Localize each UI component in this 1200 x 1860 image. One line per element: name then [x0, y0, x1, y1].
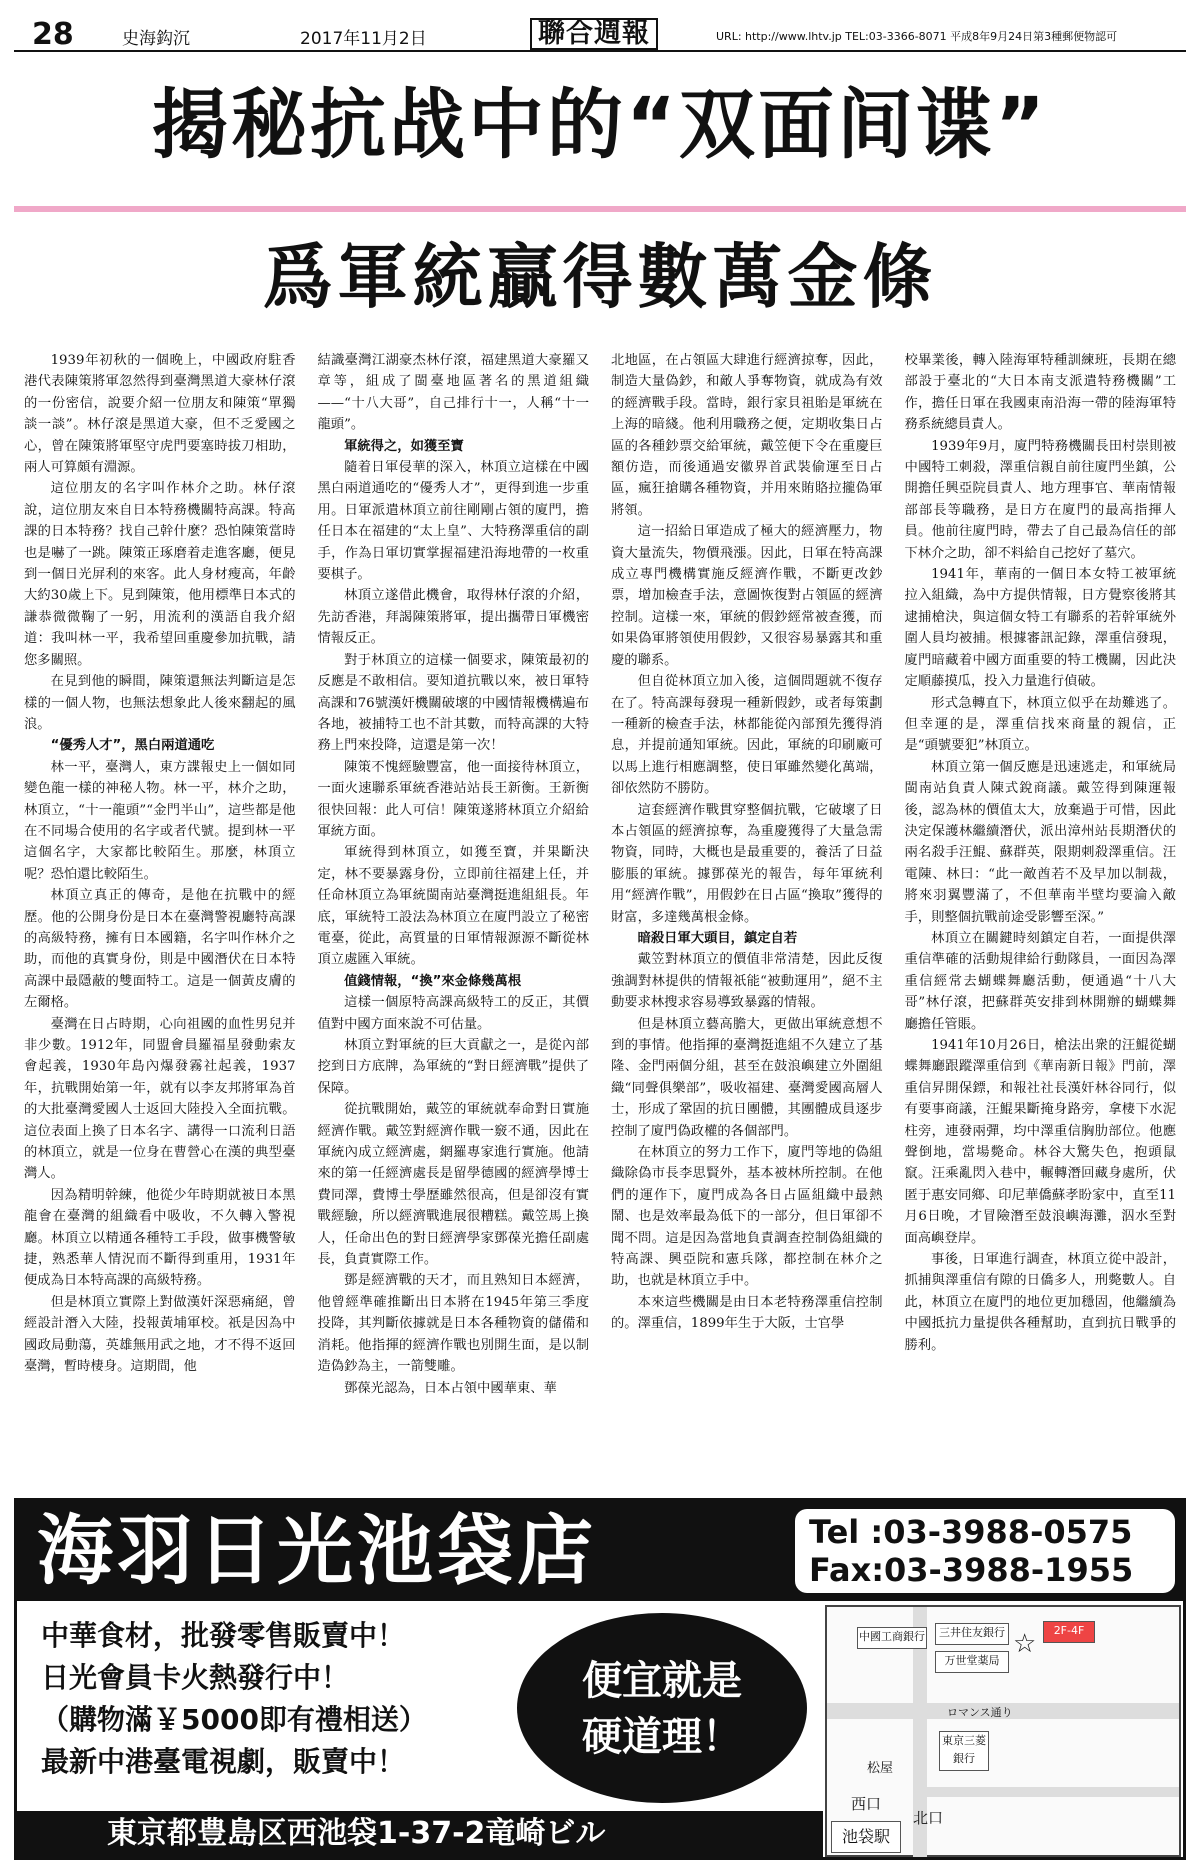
phone-number: Tel :03-3988-0575	[809, 1513, 1133, 1551]
paragraph: 結識臺灣江湖豪杰林仔滾，福建黑道大豪羅又章等，組成了閩臺地區著名的黑道組織——“十八大哥”，自己排行十一，人稱“十一龍頭”。	[317, 353, 589, 433]
paragraph: 北地區，在占領區大肆進行經濟掠奪，因此，制造大量偽鈔，和敵人爭奪物資，就成為有效的經濟戰手段。當時，銀行家貝祖貽是軍統在上海的暗綫。他利用職務之便，定期收集日占區的各種鈔票交給軍統，戴笠便下令在重慶巨額仿造，而後通過安徽界首武裝偷運至日占區，瘋狂搶購各種物資，并用來賄賂拉攏偽軍將領。	[611, 353, 883, 518]
masthead	[14, 18, 1186, 52]
paragraph: 這一招給日軍造成了極大的經濟壓力，物資大量流失，物價飛漲。因此，日軍在特高課成立專門機構實施反經濟作戰，不斷更改鈔票，增加檢查手法，意圖恢復對占領區的經濟控制。這樣一來，軍統的假鈔經常被查獲，而如果偽軍將領使用假鈔，又很容易暴露其和重慶的聯系。	[611, 524, 883, 668]
paragraph: 在林頂立的努力工作下，廈門等地的偽組織除偽市長李思賢外，基本被林所控制。在他們的運作下，廈門成為各日占區組織中最熱鬧、也是效率最為低下的一部分，但日軍卻不聞不問。這是因為當地負責調查控制偽組織的特高課、興亞院和憲兵隊，都控制在林介之助，也就是林頂立手中。	[611, 1145, 883, 1289]
article-column-3	[611, 350, 883, 1490]
paragraph: 隨着日軍侵華的深入，林頂立這樣在中國黑白兩道通吃的“優秀人才”，更得到進一步重用。日軍派遣林頂立前往剛剛占領的廈門，擔任日本在福建的“太上皇”、大特務澤重信的副手，作為日軍切實掌握福建沿海地帶的一枚重要棋子。	[317, 460, 589, 583]
paragraph: 從抗戰開始，戴笠的軍統就奉命對日實施經濟作戰。戴笠對經濟作戰一竅不通，因此在軍統內成立經濟處，網羅專家進行實施。他請來的第一任經濟處長是留學德國的經濟學博士費同澤，費博士學歷雖然很高，但是卻沒有實戰經驗，所以經濟戰進展很糟糕。戴笠馬上換人，任命出色的對日經濟學家鄧葆光擔任副處長，負責實際工作。	[317, 1102, 589, 1268]
paragraph: 臺灣在日占時期，心向祖國的血性男兒并非少數。1912年，同盟會員羅福星發動索友會起義，1930年島內爆發霧社起義，1937年，抗戰開始第一年，就有以李友邦將軍為首的大批臺灣愛國人士返回大陸投入全面抗戰。這位表面上換了日本名字、講得一口流利日語的林頂立，就是一位身在曹營心在漢的典型臺灣人。	[24, 1016, 296, 1182]
paragraph: 1941年10月26日，槍法出衆的汪鯤從蝴蝶舞廳跟蹤澤重信到《華南新日報》門前，澤重信昇開保鏢，和報社社長漢奸林谷同行，似有要事商議，汪鯤果斷掩身路旁，拿棲下水泥柱旁，連發兩彈，均中澤重信胸肋部位。他應聲倒地，當場斃命。林谷大驚失色，抱頭鼠竄。汪乘亂閃入巷中，輾轉潛回藏身處所，伏匿于惠安同鄉、印尼華僑蘇孝盼家中，直至11月6日晚，才冒險潛至鼓浪嶼海灘，泅水至對面高嶼登岸。	[904, 1038, 1176, 1246]
section-heading: 值錢情報，“換”來金條幾萬根	[344, 973, 522, 989]
section-name: 史海鈎沉	[122, 29, 190, 49]
paragraph: 林頂立真正的傳奇，是他在抗戰中的經歷。他的公開身份是日本在臺灣警視廳特高課的高級特務，擁有日本國籍，名字叫作林介之助，而他的真實身份，則是中國潛伏在日本特高課中最隱蔽的雙面特工。這是一個黃皮膚的左爾格。	[24, 888, 296, 1011]
store-name: 海羽日光池袋店	[37, 1506, 597, 1595]
issue-date: 2017年11月2日	[300, 29, 427, 49]
paragraph: 因為精明幹練，他從少年時期就被日本黑龍會在臺灣的組織看中吸收，不久轉入警視廳。林頂立以精通各種特工手段，做事機警敏捷，熟悉華人情況而不斷得到重用，1931年便成為日本特高課的高級特務。	[24, 1187, 296, 1289]
paragraph: 林頂立遂借此機會，取得林仔滾的介紹，先訪香港，拜謁陳策將軍，提出攜帶日軍機密情報反正。	[317, 588, 589, 647]
paragraph: 對于林頂立的這樣一個要求，陳策最初的反應是不敢相信。要知道抗戰以來，被日軍特高課和76號漢奸機關破壞的中國情報機構遍布各地，被捕特工也不計其數，而特高課的大特務上門來投降，這還是第一次！	[317, 652, 589, 754]
paragraph: 但自從林頂立加入後，這個問題就不復存在了。特高課每發現一種新假鈔，或者每策劃一種新的檢查手法，林都能從內部預先獲得消息，并提前通知軍統。因此，軍統的印刷廠可以馬上進行相應調整，使日軍雖然變化萬端，卻依然防不勝防。	[611, 674, 883, 797]
promo-line: 日光會員卡火熱發行中！	[41, 1661, 350, 1694]
paragraph: 林頂立對軍統的巨大貢獻之一，是從內部挖到日方底牌，為軍統的“對日經濟戰”提供了保障。	[317, 1038, 589, 1096]
article-body	[24, 350, 1176, 1490]
paragraph: 陳策不愧經驗豐富，他一面接待林頂立，一面火速聯系軍統香港站站長王新衡。王新衡很快回報：此人可信！陳策遂將林頂立介紹給軍統方面。	[317, 759, 589, 839]
map-road	[927, 1787, 1179, 1797]
paper-logo: 聯合週報	[530, 18, 658, 50]
map-store: 松屋	[867, 1761, 894, 1776]
slogan-line: 便宜就是	[582, 1658, 742, 1704]
url-info: URL: http://www.lhtv.jp TEL:03-3366-8071 平成8年9月24日第3種郵便物認可	[716, 30, 1118, 43]
section-heading: 暗殺日軍大頭目，鎮定自若	[637, 930, 798, 946]
map-station: 池袋駅	[831, 1821, 901, 1853]
promo-line: （購物滿￥5000即有禮相送）	[41, 1703, 427, 1736]
paragraph: 這樣一個原特高課高級特工的反正，其價值對中國方面來說不可估量。	[317, 995, 589, 1032]
map-exit: 西口	[851, 1795, 882, 1813]
map-bank: 中國工商銀行	[857, 1627, 927, 1649]
paragraph: 戴笠對林頂立的價值非常清楚，因此反復強調對林提供的情報祇能“被動運用”，絕不主動要求林搜求容易導致暴露的情報。	[611, 952, 883, 1011]
contact-box	[795, 1509, 1175, 1593]
paragraph: 林頂立在關鍵時刻鎮定自若，一面提供澤重信準確的活動規律給行動隊員，一面因為澤重信經常去蝴蝶舞廳活動，便通過“十八大哥”林仔滾，把蘇群英安排到林開辦的蝴蝶舞廳擔任管賬。	[904, 930, 1176, 1032]
section-heading: 軍統得之，如獲至寶	[344, 438, 464, 454]
store-address: 東京都豊島区西池袋1-37-2竜崎ビル	[17, 1811, 823, 1857]
advertisement	[14, 1498, 1186, 1860]
promo-line: 最新中港臺電視劇，販賣中！	[41, 1745, 406, 1778]
paragraph: 形式急轉直下，林頂立似乎在劫難逃了。但幸運的是，澤重信找來商量的親信，正是“頭號要犯”林頂立。	[904, 695, 1176, 754]
paragraph: 鄧葆光認為，日本占領中國華東、華	[344, 1380, 557, 1396]
paragraph: 林頂立第一個反應是迅速逃走，和軍統局閩南站負責人陳式銳商議。戴笠得到陳運報後，認為林的價值太大，放棄過于可惜，因此決定保護林繼續潛伏，派出漳州站長期潛伏的兩名殺手汪鯤、蘇群英，限期刺殺澤重信。汪電陳、林曰：“此一敵酋若不及早加以制裁，將來羽翼豐滿了，不但華南半壁均要淪入敵手，則整個抗戰前途受影響至深。”	[904, 759, 1176, 925]
map-bank: 東京三菱銀行	[939, 1731, 989, 1771]
promo-line: 中華食材，批發零售販賣中！	[41, 1619, 406, 1652]
paragraph: 這位朋友的名字叫作林介之助。林仔滾說，這位朋友來自日本特務機關特高課。特高課的日本特務？找自己幹什麼？恐怕陳策當時也是嚇了一跳。陳策正琢磨着走進客廳，便見到一個日光屏利的來客。此人身材瘦高，年齡大約30歲上下。見到陳策，他用標準日本式的謙恭微微鞠了一躬，用流利的漢語自我介紹道：我叫林一平，我希望回重慶參加抗戰，請您多關照。	[24, 481, 296, 668]
paragraph: 鄧是經濟戰的天才，而且熟知日本經濟，他曾經準確推斷出日本將在1945年第三季度投降，其判斷依據就是日本各種物資的儲備和消耗。他指揮的經濟作戰也別開生面，是以制造偽鈔為主，一箭雙雕。	[317, 1273, 589, 1375]
map-shop: 万世堂薬局	[935, 1651, 1009, 1673]
paragraph: 事後，日軍進行調查，林頂立從中設計，抓捕與澤重信有隙的日僑多人，刑斃數人。自此，林頂立在廈門的地位更加穩固，他繼續為中國抵抗力量提供各種幫助，直到抗日戰爭的勝利。	[904, 1252, 1176, 1353]
ad-banner	[17, 1501, 1183, 1601]
section-heading: “優秀人才”，黑白兩道通吃	[50, 738, 215, 754]
article-column-4	[905, 350, 1177, 1490]
ad-promo-list	[41, 1615, 427, 1783]
paragraph: 這套經濟作戰貫穿整個抗戰，它破壞了日本占領區的經濟掠奪，為重慶獲得了大量急需物資，同時，大概也是最重要的，養活了日益膨脹的軍統。據鄧葆光的報告，每年軍統利用“經濟作戰”，用假鈔在日占區“換取”獲得的財富，多達幾萬根金條。	[611, 802, 883, 925]
paragraph: 但是林頂立實際上對做漢奸深惡痛絕，曾經設計潛入大陸，投報黃埔軍校。祇是因為中國政局動蕩，英雄無用武之地，才不得不返回臺灣，暫時棲身。這期間，他	[24, 1294, 296, 1375]
slogan-line: 硬道理！	[582, 1714, 742, 1760]
paragraph: 軍統得到林頂立，如獲至寶，并果斷決定，林不要暴露身份，立即前往福建上任，并任命林頂立為軍統閩南站臺灣挺進組組長。年底，軍統特工設法為林頂立在廈門設立了秘密電臺，從此，高質量的日軍情報源源不斷從林頂立處匯入軍統。	[317, 845, 589, 968]
paragraph: 校畢業後，轉入陸海軍特種訓練班，長期在總部設于臺北的“大日本南支派遣特務機關”工作，擔任日軍在我國東南沿海一帶的陸海軍特務系統總員責人。	[904, 353, 1176, 433]
paragraph: 本來這些機關是由日本老特務澤重信控制的。澤重信，1899年生于大阪，士官學	[611, 1294, 883, 1332]
article-column-1	[24, 350, 296, 1490]
map-bank: 三井住友銀行	[935, 1623, 1009, 1645]
paragraph: 林一平，臺灣人，東方諜報史上一個如同變色龍一樣的神秘人物。林一平，林介之助，林頂立，“十一龍頭”“金門半山”，這些都是他在不同場合使用的名字或者代號。提到林一平這個名字，大家都比較陌生。那麼，林頂立呢？恐怕還比較陌生。	[24, 759, 296, 882]
headline: 揭秘抗战中的“双面间谍”	[152, 80, 1048, 169]
store-map	[825, 1605, 1181, 1857]
divider	[14, 206, 1186, 212]
map-exit: 北口	[913, 1809, 944, 1827]
store-location-star-icon: ☆	[1013, 1629, 1037, 1659]
paragraph: 1941年，華南的一個日本女特工被軍統拉入組織，為中方提供情報，日方覺察後將其逮捕槍決，與這個女特工有聯系的若幹軍統外圍人員均被捕。根據審訊記錄，澤重信發現，廈門暗藏着中國方面重要的特工機關，因此決定順藤摸瓜，投入力量進行偵破。	[904, 567, 1176, 690]
paragraph: 1939年9月，廈門特務機關長田村崇則被中國特工刺殺，澤重信親自前往廈門坐鎮，公開擔任興亞院員責人、地方理事官、華南情報部部長等職務，是日方在廈門的最高指揮人員。他前往廈門時，帶去了自己最為信任的部下林介之助，卻不料給自己挖好了墓穴。	[904, 438, 1176, 561]
article-column-2	[318, 350, 590, 1490]
slogan-badge	[517, 1613, 807, 1803]
paragraph: 在見到他的瞬間，陳策還無法判斷這是怎樣的一個人物，也無法想象此人後來翻起的風浪。	[24, 674, 296, 732]
page-number: 28	[32, 17, 74, 52]
map-street: ロマンス通り	[947, 1706, 1013, 1719]
fax-number: Fax:03-3988-1955	[809, 1551, 1134, 1589]
subheadline: 爲軍統贏得數萬金條	[262, 235, 938, 318]
map-store: 2F-4F	[1043, 1621, 1095, 1643]
paragraph: 1939年初秋的一個晚上，中國政府駐香港代表陳策將軍忽然得到臺灣黑道大豪林仔滾的一份密信，說要介紹一位朋友和陳策“單獨談一談”。林仔滾是黑道大豪，但不乏愛國之心，曾在陳策將軍堅守虎門要塞時拔刀相助，兩人可算頗有淵源。	[24, 353, 296, 476]
paragraph: 但是林頂立藝高膽大，更做出軍統意想不到的事情。他指揮的臺灣挺進組不久建立了基隆、金門兩個分組，甚至在鼓浪嶼建立外圍組織“同聲俱樂部”，吸收福建、臺灣愛國高層人士，形成了鞏固的抗日團體，其團體成員逐步控制了廈門偽政權的各個部門。	[611, 1016, 883, 1139]
